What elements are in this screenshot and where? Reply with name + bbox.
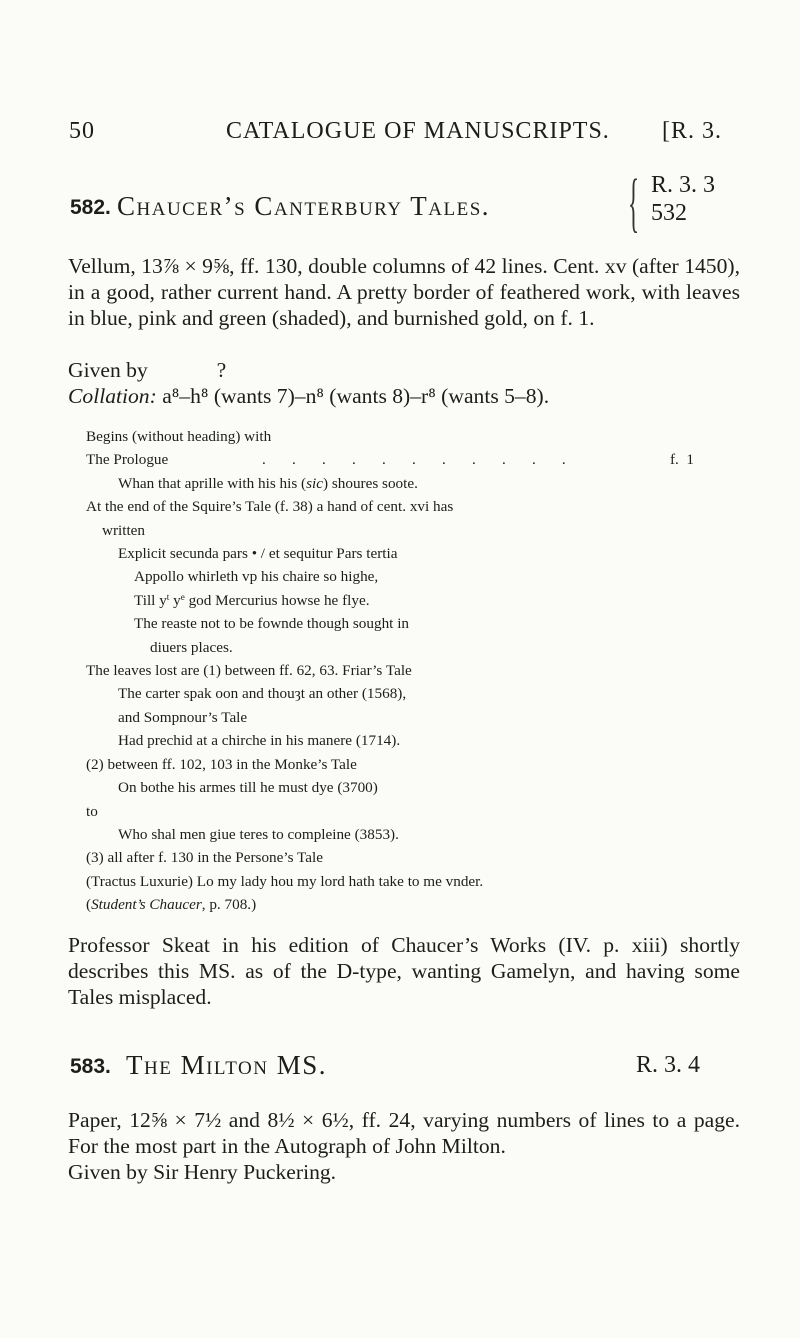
entry-582-number: 582. (70, 196, 111, 219)
note-line: (2) between ff. 102, 103 in the Monke’s Tale (86, 756, 357, 773)
note-line: The carter spak oon and thouȝt an other (1568), (118, 685, 407, 702)
entry-582-shelfmark-alt: 532 (651, 200, 687, 226)
note-line: and Sompnour’s Tale (118, 709, 248, 726)
entry-583-description-text: Paper, 12⅝ × 7½ and 8½ × 6½, ff. 24, varying numbers of lines to a page. For the most part in the Autograph of John Milton. (68, 1108, 740, 1158)
note-line: to (86, 803, 98, 820)
note-line: The leaves lost are (1) between ff. 62, 63. Friar’s Tale (86, 662, 412, 679)
note-line: (Tractus Luxurie) Lo my lady hou my lord hath take to me vnder. (86, 873, 484, 890)
leader-dots: . . . . . . . . . . . (262, 451, 577, 468)
entry-582-shelfmark: R. 3. 3 (651, 172, 716, 198)
note-line: On bothe his armes till he must dye (3700) (118, 779, 378, 796)
note-line: written (102, 522, 146, 539)
entry-582-description-text: Vellum, 13⅞ × 9⅝, ff. 130, double columns of 42 lines. Cent. xv (after 1450), in a good, rather current hand. A pretty border of feathered work, with leaves in blue, pink and green (shaded), and burnished gold, on f. 1. (68, 254, 740, 330)
note-line: At the end of the Squire’s Tale (f. 38) a hand of cent. xvi has (86, 498, 454, 515)
entry-583-number: 583. (70, 1055, 111, 1078)
collation-text: a⁸–h⁸ (wants 7)–n⁸ (wants 8)–r⁸ (wants 5–8). (162, 384, 550, 408)
note-line (86, 448, 694, 471)
section-marker: [R. 3. (662, 118, 722, 144)
note-line: Who shal men giue teres to compleine (3853). (118, 826, 399, 843)
entry-582-closing (68, 932, 740, 1010)
note-line: (Student’s Chaucer, p. 708.) (86, 896, 257, 913)
given-by-label: Given by (68, 358, 148, 382)
entry-583-shelfmark: R. 3. 4 (636, 1052, 701, 1078)
note-line: Whan that aprille with his his (sic) shoures soote. (118, 475, 418, 492)
collation-label: Collation: (68, 384, 157, 408)
entry-582-given-by (68, 357, 226, 383)
folio-ref: f. 1 (669, 451, 694, 468)
entry-583-title: The Milton MS. (126, 1050, 327, 1080)
note-line: diuers places. (150, 639, 233, 656)
entry-582-collation (68, 383, 549, 409)
entry-582-description (68, 253, 740, 331)
entry-582-closing-text: Professor Skeat in his edition of Chaucer’s Works (IV. p. xiii) shortly describes this MS. as of the D-type, wanting Gamelyn, and having some Tales misplaced. (68, 933, 740, 1009)
note-line: Appollo whirleth vp his chaire so highe, (134, 568, 379, 585)
note-line: (3) all after f. 130 in the Persone’s Tale (86, 849, 323, 866)
given-by-unknown: ? (216, 358, 227, 382)
entry-583-description (68, 1107, 740, 1159)
entry-583-given-by: Given by Sir Henry Puckering. (68, 1160, 337, 1184)
note-line: Till $y^t$ $y^e$ god Mercurius howse he flye. (134, 591, 370, 609)
entry-582-title: Chaucer’s Canterbury Tales. (117, 191, 491, 221)
running-title: CATALOGUE OF MANUSCRIPTS. (226, 118, 610, 144)
note-line: Begins (without heading) with (86, 428, 272, 445)
shelfmark-brace: { (628, 166, 640, 239)
note-line: The reaste not to be fownde though sought in (134, 615, 410, 632)
note-line: Explicit secunda pars • / et sequitur Pars tertia (118, 545, 398, 562)
page-number: 50 (69, 118, 95, 144)
note-line: Had prechid at a chirche in his manere (1714). (118, 732, 401, 749)
prologue-label: The Prologue (86, 451, 169, 468)
